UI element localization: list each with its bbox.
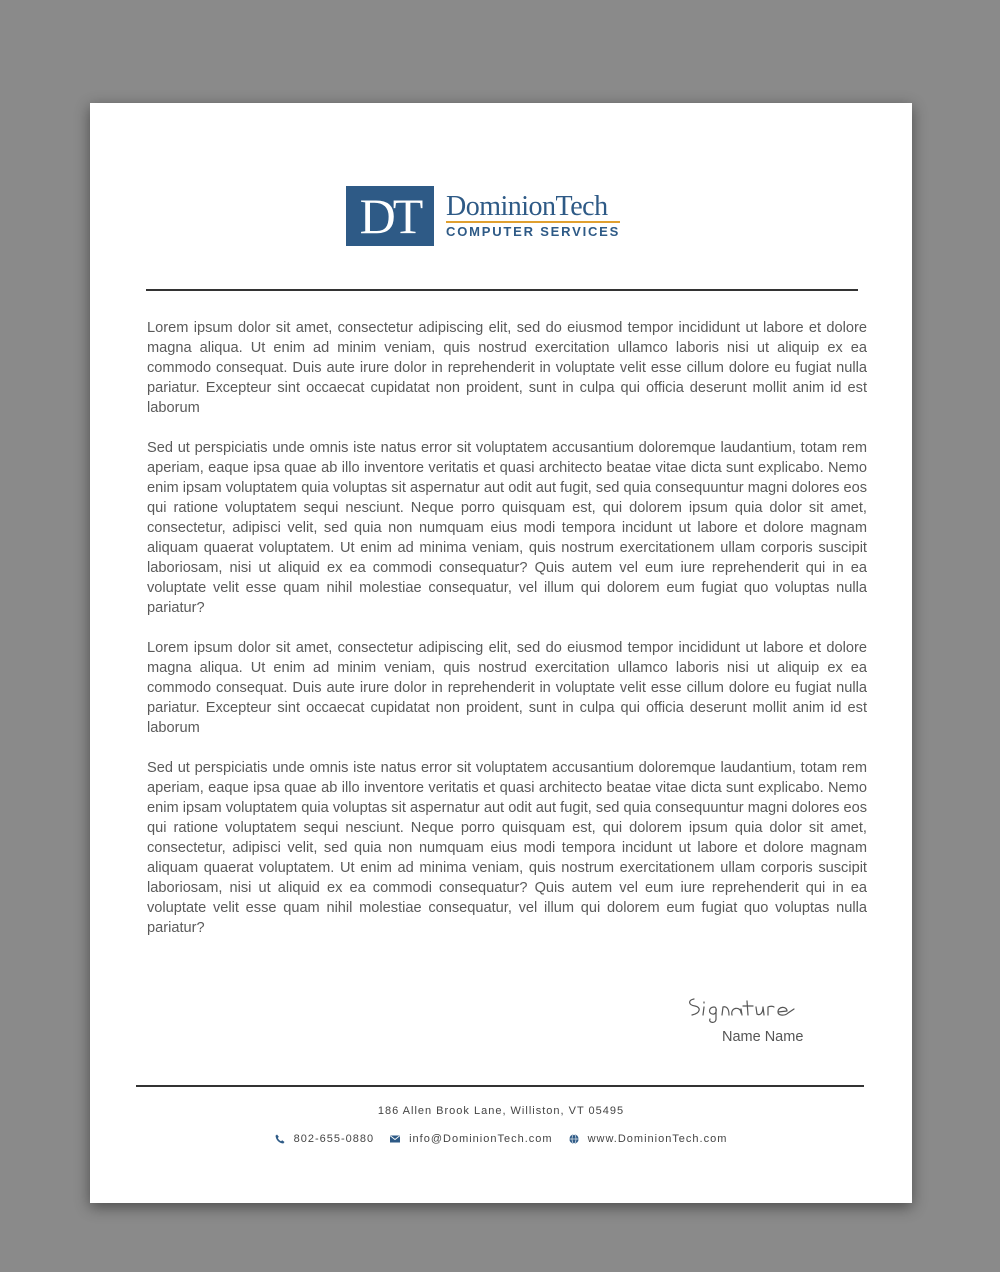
body-paragraph: Sed ut perspiciatis unde omnis iste natus error sit voluptatem accusantium doloremque laudantium, totam rem aperiam, eaque ipsa quae ab illo inventore veritatis et quasi architecto beatae vitae dicta sunt explicabo. Nemo enim ipsam voluptatem quia voluptas sit aspernatur aut odit aut fugit, sed quia consequuntur magni dolores eos qui ratione voluptatem sequi nesciunt. Neque porro quisquam est, qui dolorem ipsum quia dolor sit amet, consectetur, adipisci velit, sed quia non numquam eius modi tempora incidunt ut labore et dolore magnam aliquam quaerat voluptatem. Ut enim ad minima veniam, quis nostrum exercitationem ullam corporis suscipit laboriosam, nisi ut aliquid ex ea commodi consequatur? Quis autem vel eum iure reprehenderit qui in ea voluptate velit esse quam nihil molestiae consequatur, vel illum qui dolorem eum fugiat quo voluptas nulla pariatur?: [147, 760, 867, 936]
phone-icon: [275, 1134, 285, 1144]
logo-mark-text: DT: [359, 188, 421, 244]
contact-website[interactable]: [569, 1133, 728, 1145]
logo-tagline: COMPUTER SERVICES: [446, 224, 621, 239]
body-paragraph: Lorem ipsum dolor sit amet, consectetur adipiscing elit, sed do eiusmod tempor incididunt ut labore et dolore magna aliqua. Ut enim ad minim veniam, quis nostrud exercitation ullamco laboris nisi ut aliquip ex ea commodo consequat. Duis aute irure dolor in reprehenderit in voluptate velit esse cillum dolore eu fugiat nulla pariatur. Excepteur sint occaecat cupidatat non proident, sunt in culpa qui officia deserunt mollit anim id est laborum: [147, 320, 867, 416]
letter-body: [147, 318, 867, 958]
phone-number: 802-655-0880: [293, 1133, 375, 1145]
letterhead-page: [90, 103, 912, 1203]
email-link[interactable]: info@DominionTech.com: [409, 1133, 553, 1145]
handwritten-signature: [686, 991, 836, 1025]
footer-address: 186 Allen Brook Lane, Williston, VT 05495: [377, 1105, 625, 1117]
mail-icon: [390, 1135, 400, 1143]
logo-name: DominionTech: [446, 193, 620, 223]
contact-email[interactable]: [390, 1133, 552, 1145]
body-paragraph: Sed ut perspiciatis unde omnis iste natus error sit voluptatem accusantium doloremque laudantium, totam rem aperiam, eaque ipsa quae ab illo inventore veritatis et quasi architecto beatae vitae dicta sunt explicabo. Nemo enim ipsam voluptatem quia voluptas sit aspernatur aut odit aut fugit, sed quia consequuntur magni dolores eos qui ratione voluptatem sequi nesciunt. Neque porro quisquam est, qui dolorem ipsum quia dolor sit amet, consectetur, adipisci velit, sed quia non numquam eius modi tempora incidunt ut labore et dolore magnam aliquam quaerat voluptatem. Ut enim ad minima veniam, quis nostrum exercitationem ullam corporis suscipit laboriosam, nisi ut aliquid ex ea commodi consequatur? Quis autem vel eum iure reprehenderit qui in ea voluptate velit esse quam nihil molestiae consequatur, vel illum qui dolorem eum fugiat quo voluptas nulla pariatur?: [147, 440, 867, 616]
logo-wordmark: [446, 193, 620, 239]
globe-icon: [569, 1134, 579, 1144]
signatory-name: Name Name: [722, 1029, 804, 1045]
footer-divider: [136, 1085, 864, 1087]
footer-contacts: [90, 1133, 912, 1145]
website-link[interactable]: www.DominionTech.com: [587, 1133, 728, 1145]
header-divider: [146, 289, 858, 291]
company-logo: [346, 186, 620, 246]
contact-phone: [275, 1133, 375, 1145]
logo-mark: [346, 186, 434, 246]
body-paragraph: Lorem ipsum dolor sit amet, consectetur adipiscing elit, sed do eiusmod tempor incididunt ut labore et dolore magna aliqua. Ut enim ad minim veniam, quis nostrud exercitation ullamco laboris nisi ut aliquip ex ea commodo consequat. Duis aute irure dolor in reprehenderit in voluptate velit esse cillum dolore eu fugiat nulla pariatur. Excepteur sint occaecat cupidatat non proident, sunt in culpa qui officia deserunt mollit anim id est laborum: [147, 640, 867, 736]
